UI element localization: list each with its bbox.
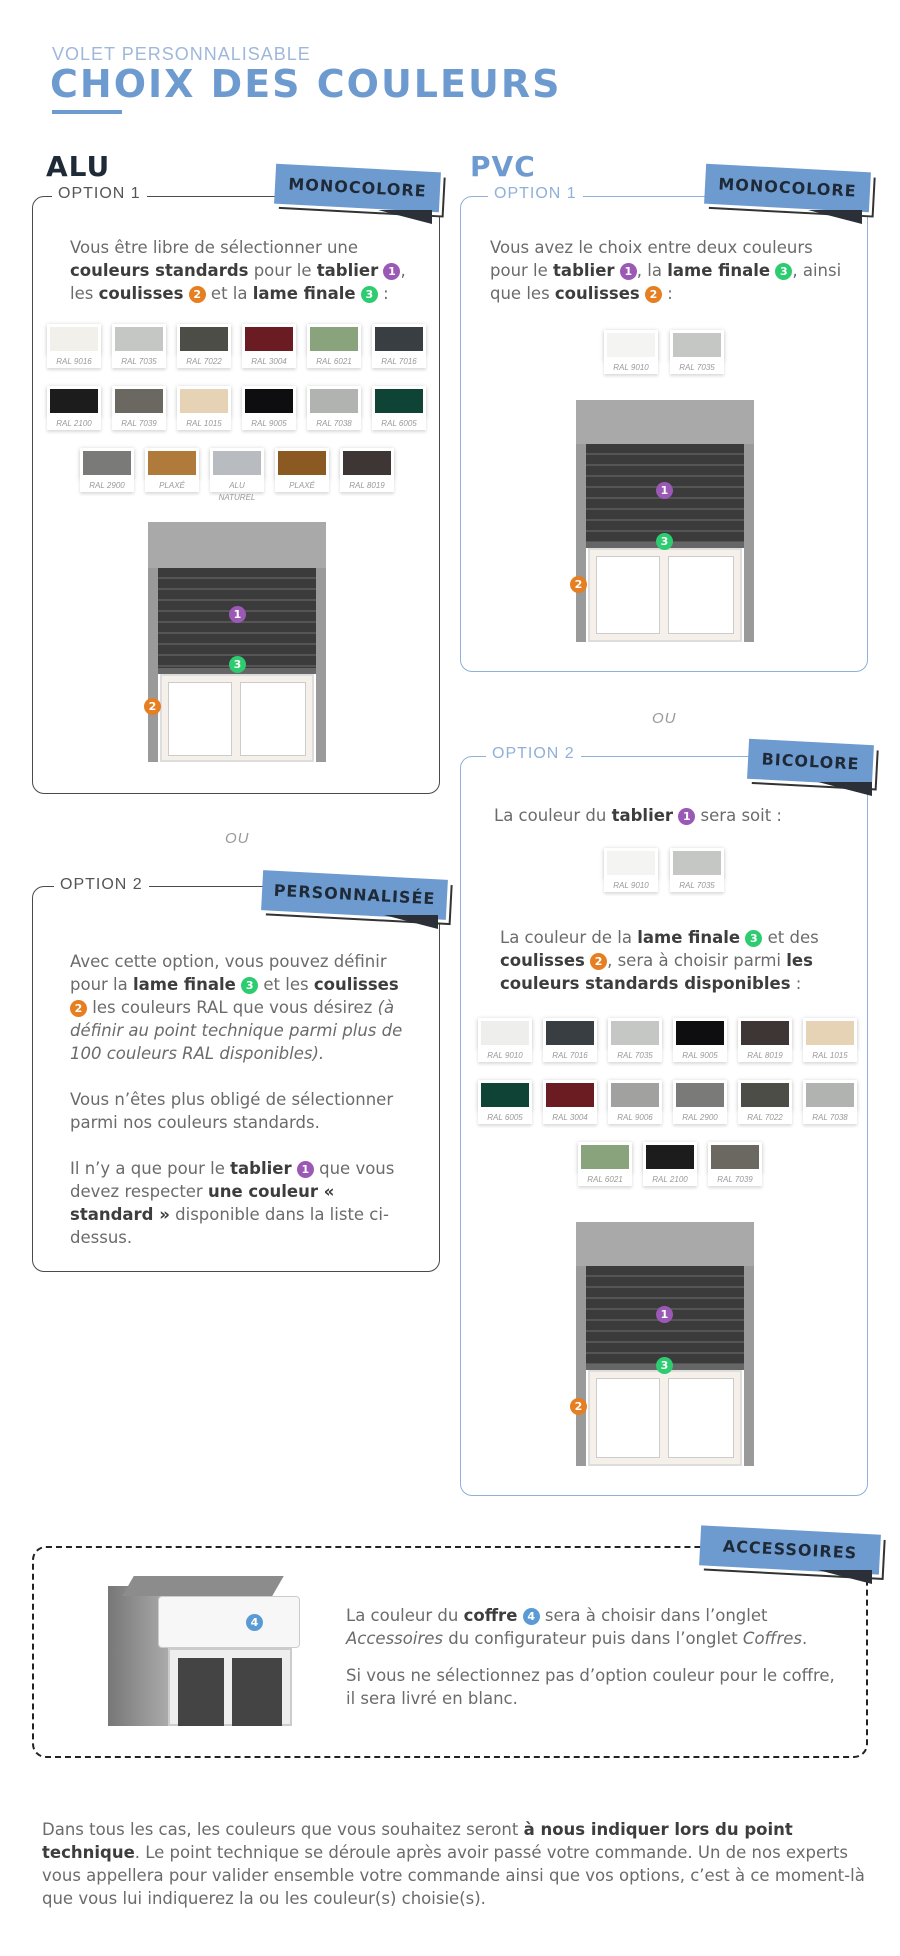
swatch-color [676, 1021, 724, 1045]
accessoires-badge: ACCESSOIRES [699, 1525, 881, 1574]
swatch-color [375, 327, 423, 351]
marker-2-icon: 2 [189, 286, 206, 303]
marker-4-icon: 4 [246, 1614, 263, 1631]
swatch-label: RAL 7016 [372, 356, 426, 368]
color-swatch [307, 386, 361, 428]
swatch-label: RAL 2100 [643, 1174, 697, 1186]
swatch-label: RAL 9010 [478, 1050, 532, 1062]
pvc-option2-text-tablier: La couleur du tablier 1 sera soit : [494, 806, 782, 825]
swatch-color [581, 1145, 629, 1169]
pvc-option1-label: OPTION 1 [488, 185, 583, 203]
ribbon-tail [378, 210, 432, 224]
marker-3-icon: 3 [229, 656, 246, 673]
marker-1-icon: 1 [229, 606, 246, 623]
swatch-label: RAL 3004 [543, 1112, 597, 1124]
swatch-label: RAL 3004 [242, 356, 296, 368]
color-swatch [670, 848, 724, 890]
color-swatch [478, 1080, 532, 1122]
color-swatch [643, 1142, 697, 1184]
color-swatch [478, 1018, 532, 1060]
swatch-color [546, 1021, 594, 1045]
swatch-label: RAL 7022 [738, 1112, 792, 1124]
swatch-label: ALU NATUREL [210, 480, 264, 492]
color-swatch [80, 448, 134, 490]
color-swatch [47, 324, 101, 366]
color-swatch [307, 324, 361, 366]
swatch-color [481, 1083, 529, 1107]
color-swatch [340, 448, 394, 490]
page-title: CHOIX DES COULEURS [50, 62, 562, 106]
color-swatch [578, 1142, 632, 1184]
color-swatch [738, 1080, 792, 1122]
alu-option1-text: Vous être libre de sélectionner une couleurs standards pour le tablier 1 , les coulisses 2 et la lame finale 3 : [70, 238, 406, 303]
color-swatch [803, 1018, 857, 1060]
color-swatch [673, 1018, 727, 1060]
color-swatch [177, 386, 231, 428]
swatch-label: RAL 7035 [608, 1050, 662, 1062]
swatch-label: PLAXÉ [275, 480, 329, 492]
marker-4-icon: 4 [523, 1608, 540, 1625]
alu-option2-text: Avec cette option, vous pouvez définir pour la lame finale 3 et les coulisses 2 les couleurs RAL que vous désirez (à définir au point technique parmi plus de 100 couleurs RAL disponibles). Vous n’êtes plus obligé de sélectionner parmi nos couleurs standards. Il n’y a que pour le tablier 1 que vous devez respecter une couleur « standard » disponible dans la liste ci-dessus. [70, 952, 403, 1247]
swatch-color [180, 389, 228, 413]
alu-option1-label: OPTION 1 [52, 185, 147, 203]
swatch-label: RAL 9006 [608, 1112, 662, 1124]
color-swatch [604, 330, 658, 372]
swatch-color [806, 1083, 854, 1107]
color-swatch [608, 1080, 662, 1122]
swatch-color [115, 389, 163, 413]
swatch-color [611, 1083, 659, 1107]
alu-ou: OU [225, 830, 250, 847]
color-swatch [708, 1142, 762, 1184]
pvc-bicolore-shutter-illustration [576, 1222, 754, 1466]
swatch-label: RAL 7035 [112, 356, 166, 368]
swatch-color [310, 389, 358, 413]
alu-monocolore-badge: MONOCOLORE [274, 164, 441, 213]
swatch-color [213, 451, 261, 475]
marker-3-icon: 3 [656, 533, 673, 550]
pvc-option1-text: Vous avez le choix entre deux couleurs pour le tablier 1 , la lame finale 3 , ainsi que les coulisses 2 : [490, 238, 842, 303]
color-swatch [210, 448, 264, 502]
swatch-label: RAL 7038 [307, 418, 361, 430]
swatch-label: RAL 9005 [242, 418, 296, 430]
marker-3-icon: 3 [656, 1357, 673, 1374]
color-swatch [738, 1018, 792, 1060]
marker-2-icon: 2 [144, 698, 161, 715]
pvc-bicolore-badge: BICOLORE [747, 739, 874, 785]
page-subtitle: VOLET PERSONNALISABLE [52, 44, 311, 64]
swatch-label: RAL 7016 [543, 1050, 597, 1062]
swatch-color [673, 851, 721, 875]
color-swatch [543, 1018, 597, 1060]
swatch-color [546, 1083, 594, 1107]
swatch-color [741, 1083, 789, 1107]
swatch-label: RAL 9016 [47, 356, 101, 368]
ribbon-tail [818, 1570, 872, 1584]
swatch-color [607, 851, 655, 875]
swatch-label: RAL 1015 [803, 1050, 857, 1062]
option-line [586, 756, 746, 757]
alu-option2-label: OPTION 2 [54, 876, 149, 894]
alu-shutter-illustration [148, 522, 326, 762]
color-swatch [372, 324, 426, 366]
marker-3-icon: 3 [361, 286, 378, 303]
color-swatch [242, 386, 296, 428]
swatch-color [310, 327, 358, 351]
ribbon-tail [808, 210, 862, 224]
marker-2-icon: 2 [570, 1398, 587, 1415]
marker-1-icon: 1 [383, 263, 400, 280]
swatch-label: RAL 7039 [708, 1174, 762, 1186]
swatch-color [676, 1083, 724, 1107]
swatch-color [741, 1021, 789, 1045]
title-underline [52, 110, 122, 114]
swatch-color [711, 1145, 759, 1169]
swatch-label: RAL 2900 [673, 1112, 727, 1124]
pvc-monocolore-badge: MONOCOLORE [704, 164, 871, 213]
marker-1-icon: 1 [656, 482, 673, 499]
marker-3-icon: 3 [241, 977, 258, 994]
color-swatch [670, 330, 724, 372]
swatch-label: RAL 6021 [307, 356, 361, 368]
color-swatch [275, 448, 329, 490]
marker-2-icon: 2 [570, 576, 587, 593]
color-swatch [112, 324, 166, 366]
color-swatch [608, 1018, 662, 1060]
color-swatch [803, 1080, 857, 1122]
swatch-color [115, 327, 163, 351]
swatch-color [245, 389, 293, 413]
swatch-color [375, 389, 423, 413]
swatch-color [646, 1145, 694, 1169]
color-swatch [673, 1080, 727, 1122]
pvc-option2-text-lame: La couleur de la lame finale 3 et des coulisses 2 , sera à choisir parmi les couleurs standards disponibles : [500, 928, 819, 993]
swatch-label: RAL 7039 [112, 418, 166, 430]
marker-1-icon: 1 [656, 1306, 673, 1323]
option-line [150, 196, 280, 197]
marker-2-icon: 2 [590, 953, 607, 970]
ribbon-tail [818, 782, 872, 796]
swatch-color [180, 327, 228, 351]
swatch-label: RAL 8019 [738, 1050, 792, 1062]
ribbon-tail [384, 915, 438, 929]
swatch-label: RAL 1015 [177, 418, 231, 430]
alu-personnalisee-badge: PERSONNALISÉE [261, 870, 448, 920]
swatch-label: RAL 2100 [47, 418, 101, 430]
swatch-color [148, 451, 196, 475]
swatch-color [50, 327, 98, 351]
swatch-color [278, 451, 326, 475]
swatch-label: RAL 7035 [670, 880, 724, 892]
pvc-title: PVC [470, 150, 536, 183]
marker-1-icon: 1 [678, 808, 695, 825]
swatch-label: RAL 7022 [177, 356, 231, 368]
swatch-color [806, 1021, 854, 1045]
swatch-color [50, 389, 98, 413]
swatch-label: RAL 9010 [604, 880, 658, 892]
footer-text: Dans tous les cas, les couleurs que vous souhaitez seront à nous indiquer lors du point technique. Le point technique se déroule après avoir passé votre commande. Un de nos experts vous appellera pour valider ensemble votre commande ainsi que vos options, c’est à ce moment-là que vous lui indiquerez la ou les couleur(s) choisie(s). [42, 1820, 865, 1908]
color-swatch [112, 386, 166, 428]
swatch-label: RAL 6005 [372, 418, 426, 430]
swatch-label: RAL 7038 [803, 1112, 857, 1124]
coffre-illustration [108, 1576, 300, 1726]
marker-2-icon: 2 [70, 1000, 87, 1017]
accessoires-text: La couleur du coffre 4 sera à choisir dans l’onglet Accessoires du configurateur puis dans l’onglet Coffres. Si vous ne sélectionnez pas d’option couleur pour le coffre, il sera livré en blanc. [346, 1606, 835, 1708]
swatch-label: RAL 2900 [80, 480, 134, 492]
pvc-shutter-illustration [576, 400, 754, 642]
swatch-color [343, 451, 391, 475]
marker-3-icon: 3 [775, 263, 792, 280]
marker-1-icon: 1 [297, 1161, 314, 1178]
pvc-option2-label: OPTION 2 [486, 745, 581, 763]
color-swatch [242, 324, 296, 366]
swatch-color [481, 1021, 529, 1045]
marker-2-icon: 2 [645, 286, 662, 303]
color-swatch [372, 386, 426, 428]
swatch-color [673, 333, 721, 357]
swatch-label: RAL 7035 [670, 362, 724, 374]
color-swatch [47, 386, 101, 428]
swatch-color [607, 333, 655, 357]
color-swatch [145, 448, 199, 490]
pvc-ou: OU [652, 710, 677, 727]
swatch-color [83, 451, 131, 475]
swatch-label: RAL 6021 [578, 1174, 632, 1186]
color-swatch [604, 848, 658, 890]
option-line [154, 886, 264, 887]
swatch-color [245, 327, 293, 351]
marker-1-icon: 1 [620, 263, 637, 280]
swatch-label: RAL 9010 [604, 362, 658, 374]
alu-title: ALU [46, 150, 111, 183]
marker-3-icon: 3 [745, 930, 762, 947]
swatch-label: RAL 8019 [340, 480, 394, 492]
color-swatch [543, 1080, 597, 1122]
option-line [588, 196, 708, 197]
swatch-label: RAL 9005 [673, 1050, 727, 1062]
swatch-label: RAL 6005 [478, 1112, 532, 1124]
color-swatch [177, 324, 231, 366]
swatch-color [611, 1021, 659, 1045]
swatch-label: PLAXÉ [145, 480, 199, 492]
